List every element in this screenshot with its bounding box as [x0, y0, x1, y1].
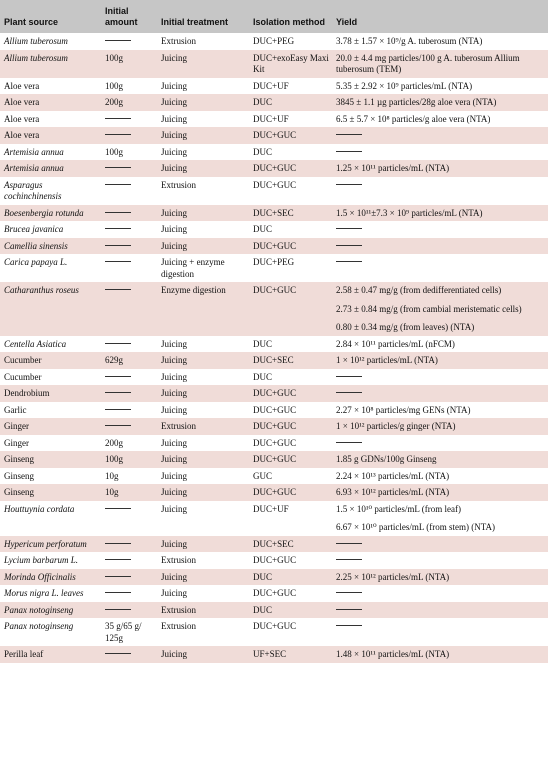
- empty-dash: [336, 228, 362, 229]
- yield-cell: [332, 484, 548, 501]
- yield-cell: [332, 418, 548, 435]
- plant-source-cell: Morinda Officinalis: [4, 571, 76, 582]
- empty-dash: [105, 653, 131, 654]
- yield-line: 2.58 ± 0.47 mg/g (from dedifferentiated cells): [336, 285, 502, 295]
- initial-treatment-cell: Juicing: [161, 503, 187, 514]
- yield-line: 1.5 × 10¹¹±7.3 × 10⁹ particles/mL (NTA): [336, 207, 483, 218]
- empty-dash: [336, 592, 362, 593]
- isolation-method-cell: DUC: [253, 224, 273, 234]
- yield-cell: [332, 569, 548, 586]
- yield-cell: [332, 369, 548, 386]
- yield-cell: [332, 451, 548, 468]
- table-row: [0, 536, 548, 553]
- empty-dash: [105, 343, 131, 344]
- plant-source-cell: Garlic: [4, 404, 27, 415]
- isolation-method-cell: DUC+SEC: [253, 538, 294, 549]
- plant-source-cell: Allium tuberosum: [4, 36, 68, 46]
- plant-source-cell: Centella Asiatica: [4, 338, 67, 349]
- initial-amount-cell: [101, 585, 157, 602]
- initial-amount-cell: [101, 602, 157, 619]
- initial-amount-cell: [101, 501, 157, 536]
- table-row: [0, 33, 548, 50]
- table-row: [0, 254, 548, 282]
- table-row: [0, 352, 548, 369]
- initial-amount-cell: [101, 205, 157, 222]
- table-body: [0, 33, 548, 663]
- isolation-method-cell: DUC+GUC: [253, 454, 297, 464]
- table-row: [0, 402, 548, 419]
- yield-line: 1.48 × 10¹¹ particles/mL (NTA): [336, 649, 450, 659]
- yield-cell: [332, 50, 548, 78]
- plant-source-cell: Ginseng: [4, 487, 34, 497]
- isolation-method-cell: DUC+UF: [253, 80, 289, 91]
- empty-dash: [336, 376, 362, 377]
- isolation-method-cell: DUC+GUC: [253, 621, 297, 631]
- initial-amount-cell: 100g: [105, 454, 123, 464]
- yield-cell: [332, 402, 548, 419]
- header-plant-source: Plant source: [4, 17, 59, 27]
- table-row: [0, 552, 548, 569]
- yield-line: 20.0 ± 4.4 mg particles/100 g A. tuberosum Allium tuberosum (TEM): [336, 52, 520, 74]
- yield-line: 2.84 × 10¹¹ particles/mL (nFCM): [336, 338, 455, 349]
- initial-amount-cell: 100g: [105, 80, 123, 91]
- plant-source-cell: Allium tuberosum: [4, 52, 68, 63]
- plant-source-cell: Morus nigra L. leaves: [4, 588, 84, 598]
- yield-cell: [332, 536, 548, 553]
- table-row: [0, 646, 548, 663]
- yield-cell: [332, 352, 548, 369]
- yield-cell: [332, 127, 548, 144]
- yield-line: 6.67 × 10¹⁰ particles/mL (from stem) (NTA): [336, 522, 496, 532]
- yield-line: 3.78 ± 1.57 × 10⁹/g A. tuberosum (NTA): [336, 36, 483, 46]
- yield-cell: [332, 177, 548, 205]
- initial-amount-cell: 629g: [105, 355, 123, 365]
- isolation-method-cell: DUC+GUC: [253, 388, 297, 398]
- initial-treatment-cell: Extrusion: [161, 36, 196, 46]
- initial-amount-cell: 100g: [105, 146, 123, 157]
- header-yield: Yield: [336, 17, 358, 27]
- initial-amount-cell: [101, 33, 157, 50]
- table-row: [0, 369, 548, 386]
- empty-dash: [105, 184, 131, 185]
- initial-amount-cell: 200g: [105, 437, 123, 448]
- isolation-method-cell: GUC: [253, 470, 273, 481]
- plant-source-cell: Dendrobium: [4, 388, 50, 398]
- isolation-method-cell: DUC: [253, 146, 273, 157]
- yield-cell: [332, 602, 548, 619]
- yield-line: 0.80 ± 0.34 mg/g (from leaves) (NTA): [336, 322, 475, 332]
- initial-treatment-cell: Juicing: [161, 130, 187, 140]
- table-row: [0, 585, 548, 602]
- initial-amount-cell: [101, 402, 157, 419]
- initial-amount-cell: 10g: [105, 487, 119, 497]
- yield-line: 2.25 × 10¹² particles/mL (NTA): [336, 571, 450, 582]
- isolation-method-cell: DUC+GUC: [253, 130, 297, 140]
- initial-treatment-cell: Juicing: [161, 388, 187, 398]
- plant-source-cell: Brucea javanica: [4, 224, 64, 234]
- isolation-method-cell: DUC+GUC: [253, 421, 297, 431]
- initial-treatment-cell: Juicing: [161, 404, 187, 415]
- yield-cell: [332, 585, 548, 602]
- initial-amount-cell: [101, 177, 157, 205]
- yield-cell: [332, 238, 548, 255]
- initial-amount-cell: [101, 221, 157, 238]
- yield-line: 1 × 10¹² particles/mL (NTA): [336, 355, 438, 365]
- initial-treatment-cell: Juicing: [161, 355, 187, 365]
- yield-line: 2.27 × 10⁸ particles/mg GENs (NTA): [336, 404, 471, 415]
- table-row: [0, 177, 548, 205]
- plant-source-cell: Aloe vera: [4, 80, 40, 91]
- table-row: [0, 385, 548, 402]
- initial-treatment-cell: Extrusion: [161, 179, 196, 190]
- empty-dash: [105, 245, 131, 246]
- initial-treatment-cell: Extrusion: [161, 604, 196, 615]
- yield-cell: [332, 78, 548, 95]
- yield-cell: [332, 618, 548, 646]
- table-row: [0, 50, 548, 78]
- initial-amount-cell: [101, 254, 157, 282]
- table-row: [0, 418, 548, 435]
- empty-dash: [336, 245, 362, 246]
- yield-line: 6.93 × 10¹² particles/mL (NTA): [336, 487, 450, 497]
- initial-treatment-cell: Juicing: [161, 163, 187, 173]
- initial-treatment-cell: Juicing: [161, 338, 187, 349]
- empty-dash: [105, 376, 131, 377]
- initial-treatment-cell: Juicing: [161, 52, 187, 63]
- empty-dash: [105, 392, 131, 393]
- plant-source-cell: Panax notoginseng: [4, 621, 74, 631]
- table-row: [0, 484, 548, 501]
- yield-cell: [332, 205, 548, 222]
- initial-treatment-cell: Enzyme digestion: [161, 285, 226, 295]
- empty-dash: [105, 543, 131, 544]
- initial-treatment-cell: Extrusion: [161, 421, 196, 431]
- initial-treatment-cell: Juicing: [161, 437, 187, 448]
- initial-treatment-cell: Juicing: [161, 470, 187, 481]
- table-row: [0, 111, 548, 128]
- initial-treatment-cell: Extrusion: [161, 555, 196, 565]
- yield-cell: [332, 552, 548, 569]
- isolation-method-cell: DUC+SEC: [253, 355, 294, 365]
- empty-dash: [105, 167, 131, 168]
- isolation-method-cell: DUC: [253, 97, 273, 107]
- isolation-method-cell: DUC: [253, 338, 273, 349]
- table-row: [0, 501, 548, 536]
- yield-line: 5.35 ± 2.92 × 10⁹ particles/mL (NTA): [336, 80, 473, 91]
- table-header-row: [0, 0, 548, 33]
- empty-dash: [105, 559, 131, 560]
- yield-cell: [332, 282, 548, 336]
- initial-treatment-cell: Juicing: [161, 538, 187, 549]
- yield-cell: [332, 144, 548, 161]
- yield-line: 3845 ± 1.1 µg particles/28g aloe vera (NTA): [336, 97, 497, 107]
- empty-dash: [105, 576, 131, 577]
- yield-cell: [332, 254, 548, 282]
- empty-dash: [105, 609, 131, 610]
- initial-amount-cell: [101, 418, 157, 435]
- plant-source-cell: Aloe vera: [4, 113, 40, 124]
- initial-amount-cell: [101, 569, 157, 586]
- initial-amount-cell: 200g: [105, 97, 123, 107]
- table-row: [0, 618, 548, 646]
- table-row: [0, 602, 548, 619]
- empty-dash: [105, 212, 131, 213]
- isolation-method-cell: DUC+GUC: [253, 163, 297, 173]
- initial-amount-cell: [101, 385, 157, 402]
- initial-amount-cell: [101, 536, 157, 553]
- table-row: [0, 282, 548, 336]
- initial-treatment-cell: Juicing: [161, 97, 187, 107]
- yield-line: 1.85 g GDNs/100g Ginseng: [336, 454, 437, 464]
- yield-line: 1.5 × 10¹⁰ particles/mL (from leaf): [336, 503, 462, 514]
- empty-dash: [336, 559, 362, 560]
- empty-dash: [105, 228, 131, 229]
- empty-dash: [105, 261, 131, 262]
- yield-cell: [332, 33, 548, 50]
- yield-cell: [332, 221, 548, 238]
- yield-cell: [332, 160, 548, 177]
- initial-treatment-cell: Juicing: [161, 146, 187, 157]
- initial-treatment-cell: Extrusion: [161, 621, 196, 631]
- table-row: [0, 336, 548, 353]
- empty-dash: [105, 425, 131, 426]
- initial-treatment-cell: Juicing: [161, 649, 187, 659]
- initial-amount-cell: 10g: [105, 470, 119, 481]
- plant-source-cell: Artemisia annua: [4, 163, 64, 173]
- plant-source-cell: Ginseng: [4, 470, 34, 481]
- empty-dash: [336, 609, 362, 610]
- yield-cell: [332, 94, 548, 111]
- isolation-method-cell: DUC: [253, 371, 273, 382]
- empty-dash: [336, 134, 362, 135]
- initial-amount-cell: [101, 127, 157, 144]
- empty-dash: [105, 409, 131, 410]
- table-row: [0, 221, 548, 238]
- initial-amount-cell: [101, 111, 157, 128]
- plant-source-cell: Panax notoginseng: [4, 604, 74, 615]
- header-initial-amount: Initial amount: [105, 6, 138, 27]
- initial-treatment-cell: Juicing: [161, 371, 187, 382]
- initial-amount-cell: [101, 646, 157, 663]
- table-row: [0, 451, 548, 468]
- yield-line: 1 × 10¹² particles/g ginger (NTA): [336, 421, 456, 431]
- table-row: [0, 435, 548, 452]
- empty-dash: [105, 40, 131, 41]
- initial-treatment-cell: Juicing: [161, 113, 187, 124]
- isolation-method-cell: DUC+exoEasy Maxi Kit: [253, 52, 329, 74]
- empty-dash: [336, 442, 362, 443]
- isolation-method-cell: DUC+PEG: [253, 36, 295, 46]
- yield-line: 1.25 × 10¹¹ particles/mL (NTA): [336, 163, 450, 173]
- table-row: [0, 160, 548, 177]
- yield-line: 2.24 × 10¹³ particles/mL (NTA): [336, 470, 450, 481]
- empty-dash: [336, 184, 362, 185]
- isolation-method-cell: DUC+GUC: [253, 285, 297, 295]
- empty-dash: [336, 625, 362, 626]
- empty-dash: [105, 289, 131, 290]
- initial-treatment-cell: Juicing: [161, 240, 187, 251]
- isolation-method-cell: DUC+GUC: [253, 240, 297, 251]
- initial-amount-cell: 100g: [105, 52, 123, 63]
- initial-amount-cell: [101, 552, 157, 569]
- isolation-method-cell: DUC+PEG: [253, 257, 295, 267]
- empty-dash: [105, 118, 131, 119]
- plant-source-cell: Aloe vera: [4, 130, 40, 140]
- initial-amount-cell: [101, 369, 157, 386]
- isolation-method-cell: DUC: [253, 604, 273, 615]
- isolation-method-cell: DUC+GUC: [253, 487, 297, 497]
- empty-dash: [336, 392, 362, 393]
- isolation-method-cell: DUC: [253, 571, 273, 582]
- initial-treatment-cell: Juicing + enzyme digestion: [161, 257, 225, 279]
- plant-source-cell: Lycium barbarum L.: [4, 555, 78, 565]
- table-row: [0, 468, 548, 485]
- isolation-method-cell: DUC+GUC: [253, 588, 297, 598]
- initial-amount-cell: [101, 336, 157, 353]
- plant-source-cell: Hypericum perforatum: [4, 538, 87, 549]
- initial-treatment-cell: Juicing: [161, 454, 187, 464]
- yield-line: 2.73 ± 0.84 mg/g (from cambial meristematic cells): [336, 303, 522, 314]
- empty-dash: [336, 261, 362, 262]
- empty-dash: [105, 508, 131, 509]
- initial-treatment-cell: Juicing: [161, 207, 187, 218]
- table-row: [0, 127, 548, 144]
- table-row: [0, 569, 548, 586]
- header-isolation-method: Isolation method: [253, 17, 325, 27]
- yield-cell: [332, 336, 548, 353]
- empty-dash: [336, 151, 362, 152]
- plant-source-cell: Catharanthus roseus: [4, 285, 79, 295]
- initial-amount-cell: [101, 160, 157, 177]
- plant-source-cell: Ginger: [4, 421, 29, 431]
- initial-treatment-cell: Juicing: [161, 588, 187, 598]
- plant-source-cell: Aloe vera: [4, 97, 40, 107]
- header-initial-treatment: Initial treatment: [161, 17, 229, 27]
- table-row: [0, 238, 548, 255]
- initial-treatment-cell: Juicing: [161, 571, 187, 582]
- table-row: [0, 78, 548, 95]
- yield-cell: [332, 646, 548, 663]
- plant-source-cell: Perilla leaf: [4, 649, 44, 659]
- plant-source-cell: Artemisia annua: [4, 146, 64, 157]
- empty-dash: [336, 543, 362, 544]
- initial-amount-cell: [101, 238, 157, 255]
- initial-treatment-cell: Juicing: [161, 224, 187, 234]
- yield-cell: [332, 435, 548, 452]
- initial-treatment-cell: Juicing: [161, 487, 187, 497]
- plant-source-cell: Houttuynia cordata: [4, 503, 75, 514]
- isolation-method-cell: DUC+GUC: [253, 555, 297, 565]
- isolation-method-cell: DUC+GUC: [253, 179, 297, 190]
- yield-cell: [332, 468, 548, 485]
- plant-source-cell: Camellia sinensis: [4, 240, 68, 251]
- plant-source-cell: Cucumber: [4, 355, 42, 365]
- initial-treatment-cell: Juicing: [161, 80, 187, 91]
- yield-cell: [332, 501, 548, 536]
- plant-source-cell: Carica papaya L.: [4, 257, 68, 267]
- empty-dash: [105, 592, 131, 593]
- initial-amount-cell: 35 g/65 g/ 125g: [105, 621, 142, 643]
- isolation-method-cell: DUC+UF: [253, 113, 289, 124]
- plant-source-cell: Ginger: [4, 437, 29, 448]
- yield-line: 6.5 ± 5.7 × 10⁸ particles/g aloe vera (NTA): [336, 113, 491, 124]
- yield-cell: [332, 385, 548, 402]
- isolation-method-cell: DUC+GUC: [253, 437, 297, 448]
- isolation-method-cell: UF+SEC: [253, 649, 287, 659]
- isolation-method-cell: DUC+UF: [253, 503, 289, 514]
- isolation-method-cell: DUC+SEC: [253, 207, 294, 218]
- plant-source-cell: Ginseng: [4, 454, 34, 464]
- table-row: [0, 205, 548, 222]
- plant-source-cell: Boesenbergia rotunda: [4, 207, 84, 218]
- isolation-method-cell: DUC+GUC: [253, 404, 297, 415]
- initial-amount-cell: [101, 282, 157, 336]
- table-row: [0, 144, 548, 161]
- empty-dash: [105, 134, 131, 135]
- table-row: [0, 94, 548, 111]
- plant-source-cell: Asparagus cochinchinensis: [4, 179, 62, 201]
- plant-source-cell: Cucumber: [4, 371, 42, 382]
- yield-cell: [332, 111, 548, 128]
